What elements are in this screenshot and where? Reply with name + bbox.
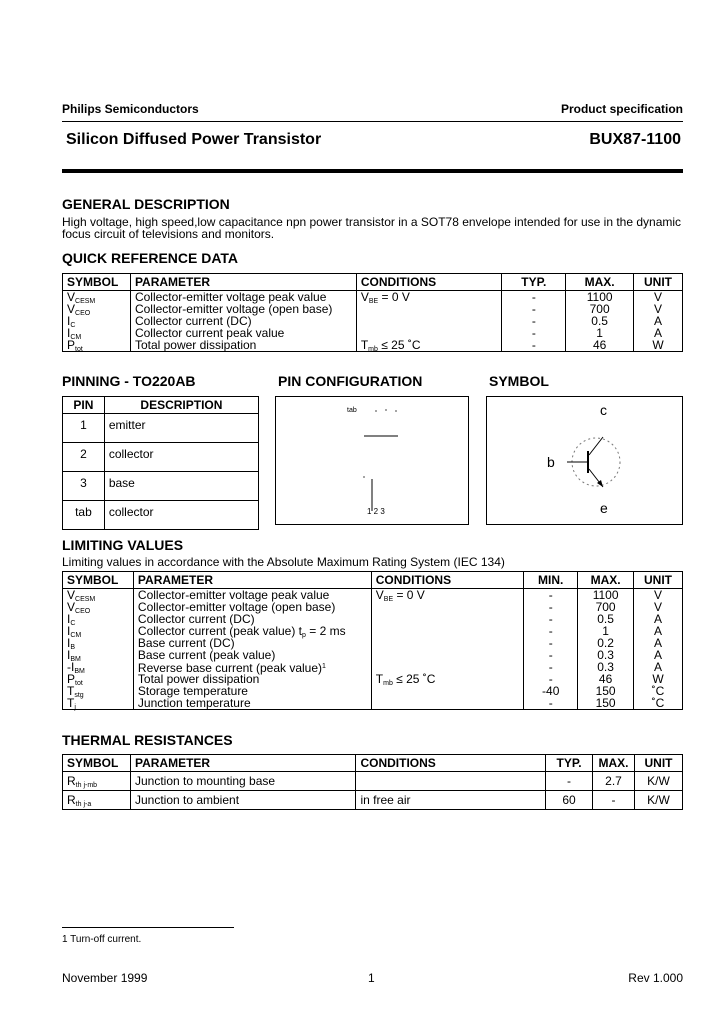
max-cell: 0.5	[591, 314, 608, 328]
conditions-cell	[376, 613, 520, 625]
conditions-cell: $V_{BE} = 0$ V	[360, 290, 410, 305]
pin-configuration-diagram	[275, 396, 469, 525]
pin-number: tab	[63, 501, 105, 530]
page-number: 1	[368, 971, 375, 985]
symbol-cell: $V_{CESM}$	[67, 290, 96, 305]
typ-cell: -	[546, 772, 593, 791]
parameter-cell: Junction temperature	[137, 696, 251, 710]
min-cell: -	[548, 612, 553, 626]
typ-cell: 60	[546, 791, 593, 810]
table-row	[63, 501, 259, 530]
min-cell: -	[548, 660, 553, 674]
transistor-symbol-diagram	[486, 396, 683, 525]
min-cell: -	[548, 624, 553, 638]
conditions-cell	[361, 303, 498, 315]
limiting-values-intro: Limiting values in accordance with the Absolute Maximum Rating System (IEC 134)	[62, 555, 505, 569]
unit-cell: A	[654, 612, 663, 626]
document-title: Silicon Diffused Power Transistor	[66, 131, 322, 148]
parameter-cell: Base current (DC)	[137, 636, 235, 650]
symbol-cell: $V_{CEO}$	[67, 600, 91, 615]
col-typ: TYP.	[546, 755, 593, 772]
min-cell: -	[548, 588, 553, 602]
col-symbol: SYMBOL	[63, 274, 131, 291]
company-name: Philips Semiconductors	[62, 102, 199, 116]
min-cell: -	[548, 648, 553, 662]
typ-cell: -	[531, 290, 536, 304]
min-cell: -	[548, 636, 553, 650]
max-cell: 700	[595, 600, 616, 614]
pin-configuration-heading: PIN CONFIGURATION	[278, 373, 423, 389]
conditions-cell: $V_{BE} = 0$ V	[375, 588, 425, 603]
pin-description: collector	[104, 443, 258, 472]
max-cell: 1100	[592, 588, 619, 602]
max-cell: 0.3	[597, 648, 614, 662]
col-parameter: PARAMETER	[130, 274, 356, 291]
col-conditions: CONDITIONS	[356, 274, 502, 291]
typ-cell: -	[531, 302, 536, 316]
symbol-cell: $T_{stg}$	[67, 684, 84, 699]
symbol-cell: $I_{CM}$	[67, 624, 82, 639]
col-parameter: PARAMETER	[133, 572, 371, 589]
unit-cell: ˚C	[651, 684, 665, 698]
header-rule	[62, 121, 683, 122]
unit-cell: A	[654, 624, 663, 638]
tab-label: tab	[347, 407, 357, 414]
symbol-cell: $V_{CEO}$	[67, 302, 91, 317]
parameter-cell: Reverse base current (peak value)$^1$	[137, 661, 326, 675]
min-cell: -	[548, 672, 553, 686]
to220-outline-icon	[276, 397, 468, 524]
parameter-cell: Junction to mounting base	[130, 772, 355, 791]
pin-number: 3	[63, 472, 105, 501]
table-body	[63, 291, 683, 352]
table-row	[63, 414, 259, 443]
max-cell: 1100	[586, 290, 613, 304]
limiting-values-table	[62, 571, 683, 710]
symbol-cell: $R_{th j-a}$	[63, 791, 131, 810]
conditions-cell: in free air	[356, 791, 546, 810]
conditions-cell	[376, 601, 520, 613]
conditions-cell	[376, 697, 520, 709]
col-parameter: PARAMETER	[130, 755, 355, 772]
typ-cell: -	[531, 326, 536, 340]
symbol-cell: $P_{tot}$	[67, 672, 83, 687]
unit-cell: A	[654, 314, 663, 328]
parameter-cell: Collector-emitter voltage peak value	[134, 290, 327, 304]
symbol-cell: $R_{th j-mb}$	[63, 772, 131, 791]
pinning-heading: PINNING - TO220AB	[62, 373, 196, 389]
revision: Rev 1.000	[628, 971, 683, 985]
col-conditions: CONDITIONS	[371, 572, 524, 589]
footnote-rule	[62, 927, 234, 928]
conditions-cell	[376, 649, 520, 661]
table-row	[63, 772, 683, 791]
max-cell: 46	[598, 672, 613, 686]
table-header-row	[63, 572, 683, 589]
max-cell: 150	[595, 684, 616, 698]
typ-cell: -	[531, 314, 536, 328]
parameter-cell: Collector current (peak value) $t_p = 2$ ms	[137, 624, 346, 639]
symbol-cell: $I_C$	[67, 314, 76, 329]
parameter-cell: Junction to ambient	[130, 791, 355, 810]
symbol-cell: $I_B$	[67, 636, 76, 651]
min-cell: -	[548, 696, 553, 710]
max-cell: 46	[592, 338, 607, 352]
pin-number: 2	[63, 443, 105, 472]
collector-label: c	[600, 402, 607, 418]
symbol-cell: $I_C$	[67, 612, 76, 627]
base-label: b	[547, 454, 555, 470]
col-description: DESCRIPTION	[104, 397, 258, 414]
parameter-cell: Collector current (DC)	[137, 612, 255, 626]
col-symbol: SYMBOL	[63, 755, 131, 772]
pinning-table	[62, 396, 259, 530]
max-cell: 0.3	[597, 660, 614, 674]
max-cell: 0.5	[597, 612, 614, 626]
general-description-text: High voltage, high speed,low capacitance npn power transistor in a SOT78 envelope intended for use in the dynamic focus circuit of televisions and monitors.	[62, 215, 682, 241]
parameter-cell: Total power dissipation	[134, 338, 257, 352]
min-cell: -	[548, 600, 553, 614]
conditions-cell	[361, 315, 498, 327]
conditions-cell: $T_{mb} \le 25$ ˚C	[360, 338, 421, 353]
part-number: BUX87-1100	[589, 131, 681, 148]
symbol-cell: $-I_{BM}$	[67, 660, 85, 675]
symbol-cell: $P_{tot}$	[67, 338, 83, 353]
conditions-cell: $T_{mb} \le 25$ ˚C	[375, 672, 436, 687]
min-cell: -40	[542, 684, 560, 698]
table-row	[63, 443, 259, 472]
max-cell: 0.2	[597, 636, 614, 650]
parameter-cell: Collector-emitter voltage (open base)	[134, 302, 333, 316]
conditions-cell	[376, 637, 520, 649]
col-unit: UNIT	[635, 755, 683, 772]
symbol-heading: SYMBOL	[489, 373, 549, 389]
pin-description: collector	[104, 501, 258, 530]
conditions-cell	[356, 772, 546, 791]
unit-cell: W	[652, 672, 664, 686]
table-header-row	[63, 397, 259, 414]
symbol-cell: $T_j$	[67, 696, 76, 711]
unit-cell: K/W	[635, 791, 683, 810]
parameter-cell: Storage temperature	[137, 684, 248, 698]
col-max: MAX.	[593, 755, 635, 772]
max-cell: 1	[602, 624, 609, 638]
unit-cell: V	[654, 290, 663, 304]
col-max: MAX.	[578, 572, 634, 589]
col-conditions: CONDITIONS	[356, 755, 546, 772]
unit-cell: ˚C	[651, 696, 665, 710]
unit-cell: A	[654, 636, 663, 650]
conditions-cell	[376, 685, 520, 697]
col-unit: UNIT	[634, 274, 683, 291]
max-cell: -	[593, 791, 635, 810]
table-header-row	[63, 274, 683, 291]
col-min: MIN.	[524, 572, 578, 589]
unit-cell: A	[654, 660, 663, 674]
pin-number: 1	[63, 414, 105, 443]
table-header-row	[63, 755, 683, 772]
quick-reference-heading: QUICK REFERENCE DATA	[62, 250, 239, 266]
parameter-cell: Base current (peak value)	[137, 648, 276, 662]
unit-cell: V	[654, 588, 663, 602]
unit-cell: W	[652, 338, 664, 352]
quick-reference-table	[62, 273, 683, 352]
typ-cell: -	[531, 338, 536, 352]
footer-date: November 1999	[62, 971, 148, 985]
general-description-heading: GENERAL DESCRIPTION	[62, 196, 230, 212]
col-pin: PIN	[63, 397, 105, 414]
thermal-resistances-heading: THERMAL RESISTANCES	[62, 732, 233, 748]
pin-description: base	[104, 472, 258, 501]
unit-cell: V	[654, 302, 663, 316]
footnote: 1 Turn-off current.	[62, 934, 142, 945]
title-rule	[62, 169, 683, 173]
parameter-cell: Collector current (DC)	[134, 314, 252, 328]
col-max: MAX.	[566, 274, 634, 291]
unit-cell: V	[654, 600, 663, 614]
max-cell: 150	[595, 696, 616, 710]
max-cell: 1	[596, 326, 603, 340]
symbol-cell: $I_{BM}$	[67, 648, 81, 663]
symbol-cell: $V_{CESM}$	[67, 588, 96, 603]
thermal-resistances-table	[62, 754, 683, 810]
pin-numbers-label: 1 2 3	[367, 507, 385, 516]
table-row	[63, 791, 683, 810]
unit-cell: A	[654, 648, 663, 662]
unit-cell: K/W	[635, 772, 683, 791]
document-type: Product specification	[560, 102, 683, 116]
unit-cell: A	[654, 326, 663, 340]
parameter-cell: Total power dissipation	[137, 672, 260, 686]
max-cell: 700	[589, 302, 610, 316]
col-symbol: SYMBOL	[63, 572, 134, 589]
npn-transistor-icon	[487, 397, 682, 524]
parameter-cell: Collector-emitter voltage peak value	[137, 588, 330, 602]
col-unit: UNIT	[634, 572, 683, 589]
symbol-cell: $I_{CM}$	[67, 326, 82, 341]
emitter-label: e	[600, 500, 608, 516]
pin-description: emitter	[104, 414, 258, 443]
table-row	[63, 472, 259, 501]
table-body	[63, 589, 683, 710]
conditions-cell	[376, 625, 520, 637]
col-typ: TYP.	[502, 274, 566, 291]
limiting-values-heading: LIMITING VALUES	[62, 537, 184, 553]
max-cell: 2.7	[593, 772, 635, 791]
parameter-cell: Collector-emitter voltage (open base)	[137, 600, 336, 614]
parameter-cell: Collector current peak value	[134, 326, 285, 340]
